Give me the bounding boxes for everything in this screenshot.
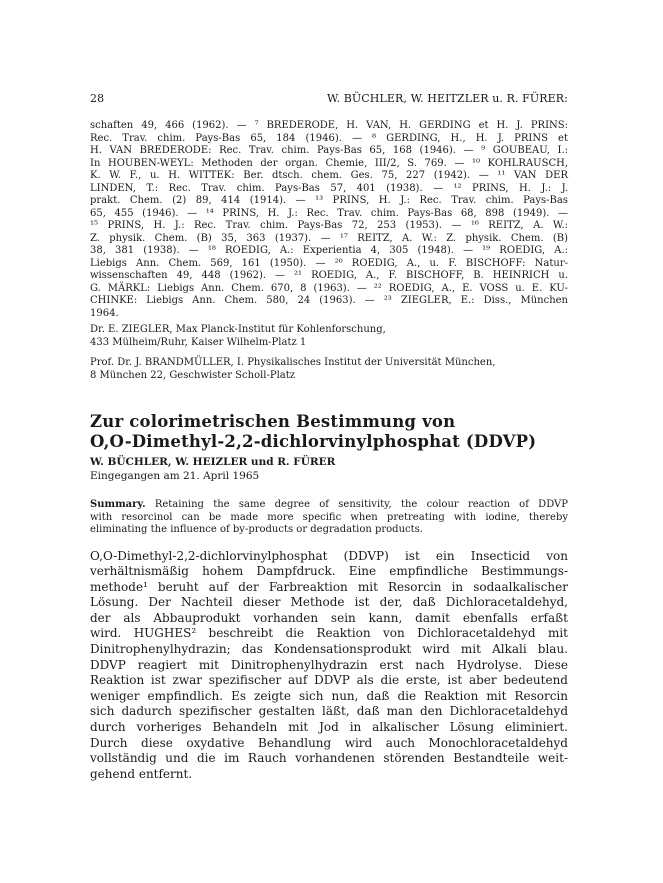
page [90,92,568,782]
reference-line: 1964. [90,307,119,319]
received-date: Eingegangen am 21. April 1965 [90,470,260,482]
page-number: 28 [90,92,105,105]
summary-line: eliminating the influence of by-products or degradation products. [90,524,423,535]
affiliation-line: Prof. Dr. J. BRANDMÜLLER, I. Physikalisches Institut der Universität München, [90,357,496,368]
body-line: weniger empfindlich. Es zeigte sich nun, daß die Reaktion mit Resorcin [90,688,568,703]
reference-line: 38, 381 (1938). — ¹⁸ ROEDIG, A.: Experientia 4, 305 (1948). — ¹⁹ ROEDIG, A.: [90,245,568,256]
reference-line: schaften 49, 466 (1962). — ⁷ BREDERODE, H. VAN, H. GERDING et H. J. PRINS: [90,120,568,131]
affiliation-line: Dr. E. ZIEGLER, Max Planck-Institut für Kohlenforschung, [90,324,386,335]
affiliation-brandmueller [90,357,568,382]
body-line: Durch diese oxydative Behandlung wird auch Monochloracetaldehyd [90,735,568,750]
summary [90,499,568,537]
body-line: sich dadurch spezifischer gestalten läßt, daß man den Dichloracetaldehyd [90,704,568,719]
body-line: gehend entfernt. [90,766,193,781]
body-line: methode¹ beruht auf der Farbreaktion mit Resorcin in sodaalkalischer [90,579,568,594]
reference-line: H. VAN BREDERODE: Rec. Trav. chim. Pays-Bas 65, 168 (1946). — ⁹ GOUBEAU, I.: [90,145,568,156]
body-line: DDVP reagiert mit Dinitrophenylhydrazin erst nach Hydrolyse. Diese [90,657,568,672]
affiliation-line: 8 München 22, Geschwister Scholl-Platz [90,369,296,381]
reference-line: 65, 455 (1946). — ¹⁴ PRINS, H. J.: Rec. Trav. chim. Pays-Bas 68, 898 (1949). — [90,207,568,219]
reference-line: Liebigs Ann. Chem. 569, 161 (1950). — ²⁰ ROEDIG, A., u. F. BISCHOFF: Natur- [90,257,568,269]
article-authors: W. BÜCHLER, W. HEIZLER und R. FÜRER [90,456,336,468]
reference-line: Rec. Trav. chim. Pays-Bas 65, 184 (1946). — ⁸ GERDING, H., H. J. PRINS et [90,132,568,144]
reference-line: Z. physik. Chem. (B) 35, 363 (1937). — ¹⁷ REITZ, A. W.: Z. physik. Chem. (B) [90,232,568,244]
body-line: Lösung. Der Nachteil dieser Methode ist der, daß Dichloracetaldehyd, [90,595,568,610]
reference-line: prakt. Chem. (2) 89, 414 (1914). — ¹³ PRINS, H. J.: Rec. Trav. chim. Pays-Bas [90,195,568,206]
summary-text: Retaining the same degree of sensitivity, the colour reaction of DDVP [154,499,568,510]
affiliation-ziegler [90,324,568,349]
running-head-authors: W. BÜCHLER, W. HEITZLER u. R. FÜRER: [327,92,568,105]
body-line: Dinitrophenylhydrazin; das Kondensationsprodukt wird mit Alkali blau. [90,642,568,657]
reference-line: ¹⁵ PRINS, H. J.: Rec. Trav. chim. Pays-Bas 72, 253 (1953). — ¹⁶ REITZ, A. W.: [90,220,568,231]
reference-line: G. MÄRKL: Liebigs Ann. Chem. 670, 8 (1963). — ²² ROEDIG, A., E. VOSS u. E. KU- [90,282,568,294]
article-title-line-1: Zur colorimetrischen Bestimmung von [90,412,456,431]
article-title [90,412,568,452]
reference-line: CHINKE: Liebigs Ann. Chem. 580, 24 (1963). — ²³ ZIEGLER, E.: Diss., München [90,295,568,306]
article-body [90,549,568,783]
body-line: der als Abbauprodukt vorhanden sein kann, damit ebenfalls erfaßt [90,610,568,625]
reference-line: wissenschaften 49, 448 (1962). — ²¹ ROEDIG, A., F. BISCHOFF, B. HEINRICH u. [90,270,568,281]
reference-line: K. W. F., u. H. WITTEK: Ber. dtsch. chem. Ges. 75, 227 (1942). — ¹¹ VAN DER [90,170,568,181]
body-line: Reaktion ist zwar spezifischer auf DDVP als die erste, ist aber bedeutend [90,673,568,688]
body-line: O,O-Dimethyl-2,2-dichlorvinylphosphat (DDVP) ist ein Insecticid von [90,548,568,563]
body-line: verhältnismäßig hohem Dampfdruck. Eine empfindliche Bestimmungs- [90,564,568,579]
summary-line: with resorcinol can be made more specific when pretreating with iodine, thereby [90,511,568,523]
article-title-line-2: O,O-Dimethyl-2,2-dichlorvinylphosphat (DDVP) [90,432,537,451]
reference-line: In HOUBEN-WEYL: Methoden der organ. Chemie, III/2, S. 769. — ¹⁰ KOHLRAUSCH, [90,157,568,169]
reference-line: LINDEN, T.: Rec. Trav. chim. Pays-Bas 57, 401 (1938). — ¹² PRINS, H. J.: J. [90,182,568,194]
summary-label: Summary. [90,499,146,510]
affiliation-line: 433 Mülheim/Ruhr, Kaiser Wilhelm-Platz 1 [90,336,307,348]
running-head [90,92,568,106]
body-line: vollständig und die im Rauch vorhandenen störenden Bestandteile weit- [90,751,568,766]
reference-list [90,120,568,320]
body-line: wird. HUGHES² beschreibt die Reaktion von Dichloracetaldehyd mit [90,626,568,641]
summary-line-1 [90,499,568,512]
body-line: durch vorheriges Behandeln mit Jod in alkalischer Lösung eliminiert. [90,720,568,735]
